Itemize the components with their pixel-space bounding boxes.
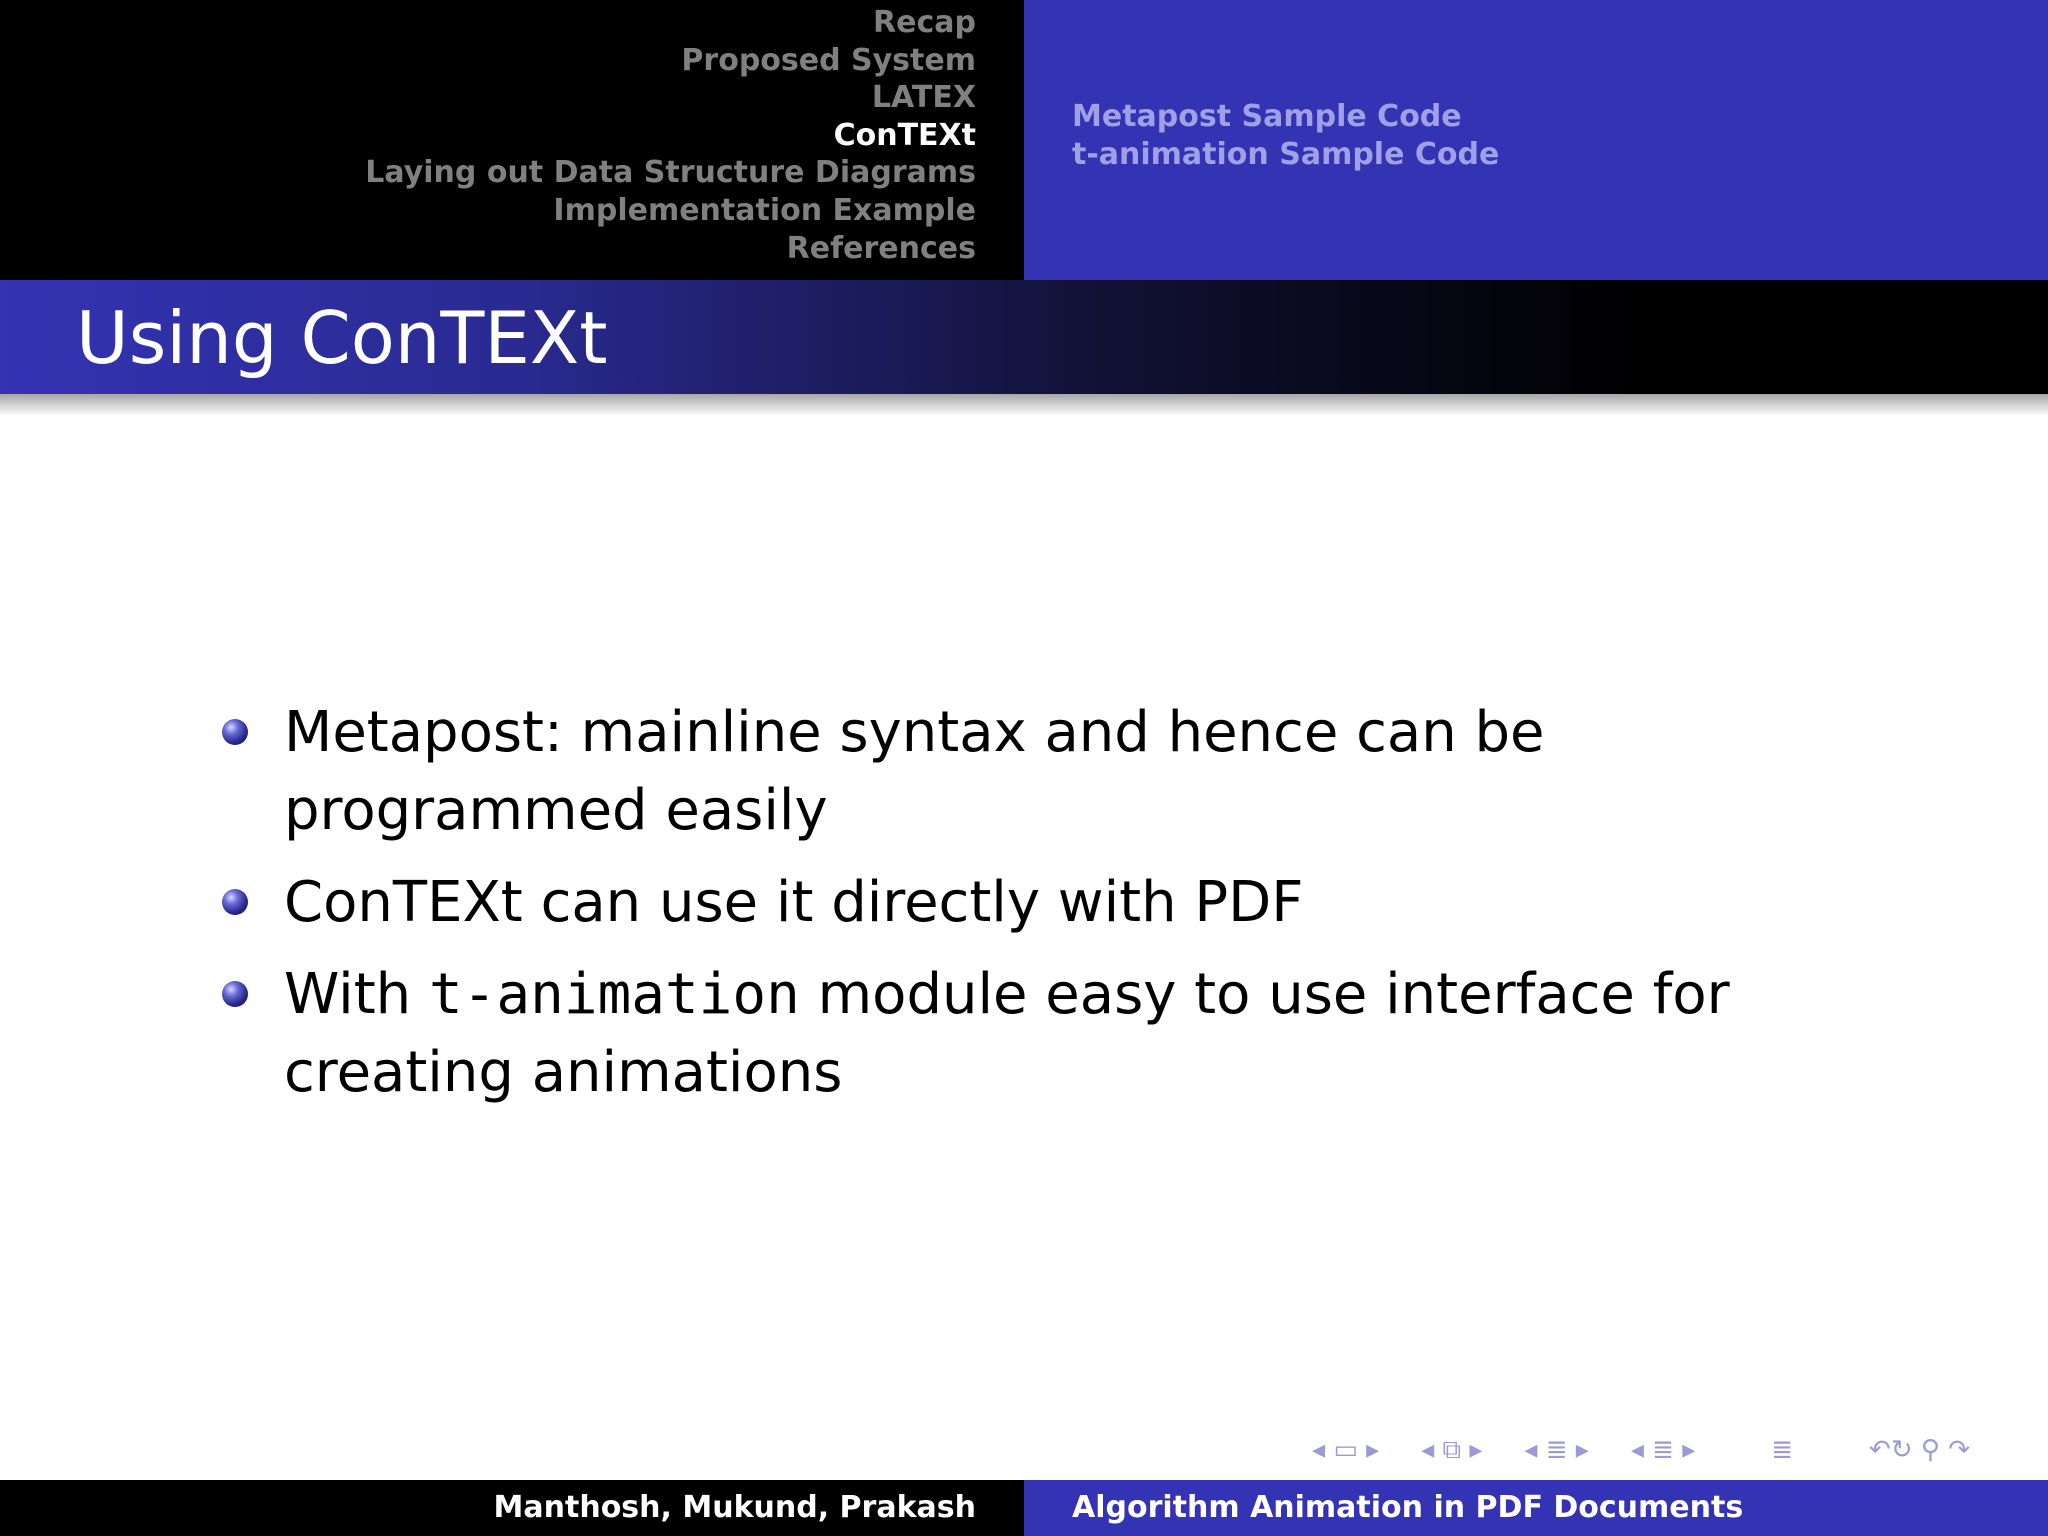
bullet-text	[284, 956, 1876, 1112]
navigation-symbols	[1312, 1430, 2032, 1470]
nav-section-recap[interactable]: Recap	[873, 5, 976, 40]
subsection-list	[1072, 98, 1499, 174]
nav-section-latex[interactable]: LATEX	[871, 80, 976, 116]
bullet-text: ConTEXt can use it directly with PDF	[284, 870, 1304, 935]
bullet-item	[216, 956, 1876, 1112]
bullet-text-prefix: With	[284, 962, 429, 1027]
footer-title-box	[1024, 1480, 2048, 1536]
bullet-text-suffix: module easy to use interface for creating animations	[284, 962, 1730, 1105]
subsection-navigation	[1024, 0, 2048, 280]
frame-nav-icon[interactable]: ◂ ▭ ▸	[1312, 1435, 1380, 1465]
ball-bullet-icon	[222, 719, 248, 745]
module-name-code: t-animation	[428, 962, 800, 1027]
frame-title: Using ConTEXt	[76, 296, 608, 380]
nav-section-implementation-example[interactable]: Implementation Example	[553, 192, 976, 228]
ball-bullet-icon	[222, 889, 248, 915]
nav-section-proposed-system[interactable]: Proposed System	[681, 42, 976, 78]
ball-bullet-icon	[222, 981, 248, 1007]
outline-nav-icon[interactable]: ◂ ≣ ▸	[1630, 1435, 1696, 1465]
nav-subsection-metapost-sample[interactable]: Metapost Sample Code	[1072, 99, 1462, 134]
footer-author-box	[0, 1480, 1024, 1536]
footer	[0, 1480, 2048, 1536]
presentation-title: Algorithm Animation in PDF Documents	[1072, 1490, 1744, 1525]
nav-section-references[interactable]: References	[786, 230, 976, 266]
title-bar-shadow	[0, 394, 2048, 416]
section-navigation	[0, 0, 1024, 280]
section-list	[365, 4, 976, 267]
bullet-item	[216, 864, 1876, 942]
nav-subsection-t-animation-sample[interactable]: t-animation Sample Code	[1072, 137, 1500, 172]
author-names: Manthosh, Mukund, Prakash	[493, 1490, 976, 1525]
bullet-item	[216, 694, 1876, 850]
section-nav-icon[interactable]: ◂ ≣ ▸	[1524, 1435, 1589, 1465]
header	[0, 0, 2048, 280]
bullet-text: Metapost: mainline syntax and hence can be programmed easily	[284, 700, 1545, 843]
bullet-list	[216, 694, 1876, 1126]
nav-section-laying-out-diagrams[interactable]: Laying out Data Structure Diagrams	[365, 155, 976, 191]
frame-title-bar	[0, 280, 2048, 394]
appendix-nav-icon[interactable]: ≣	[1771, 1435, 1794, 1465]
search-back-forward-icon[interactable]: ↶↻ ⚲ ↷	[1869, 1435, 1970, 1465]
nav-section-context[interactable]: ConTEXt	[833, 117, 976, 153]
subsection-nav-icon[interactable]: ◂ ⧉ ▸	[1421, 1434, 1483, 1465]
